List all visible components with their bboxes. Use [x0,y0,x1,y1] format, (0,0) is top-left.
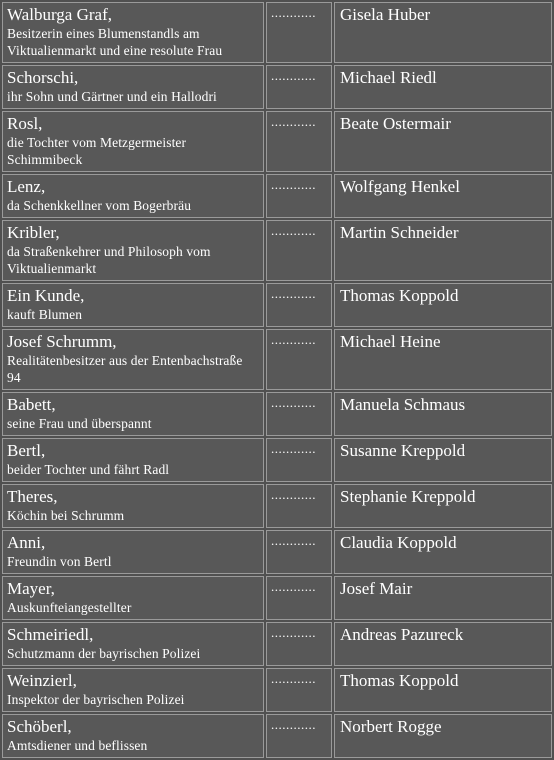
role-description: seine Frau und überspannt [7,416,152,431]
actor-name: Beate Ostermair [334,111,552,172]
role-name: Bertl, [7,441,46,460]
role-name: Schöberl, [7,717,72,736]
role-cell [2,438,264,482]
dotted-leader: ............ [266,530,332,574]
role-description: Köchin bei Schrumm [7,508,125,523]
cast-row [2,329,552,390]
cast-row [2,2,552,63]
role-cell [2,576,264,620]
cast-row [2,111,552,172]
cast-row [2,484,552,528]
role-description: die Tochter vom Metzgermeister Schimmibeck [7,135,187,167]
role-description: Realitätenbesitzer aus der Entenbachstraße 94 [7,353,243,385]
dotted-leader: ............ [266,392,332,436]
dotted-leader: ............ [266,220,332,281]
role-description: Schutzmann der bayrischen Polizei [7,646,201,661]
role-cell [2,283,264,327]
dotted-leader: ............ [266,668,332,712]
role-name: Lenz, [7,177,46,196]
role-cell [2,392,264,436]
actor-name: Thomas Koppold [334,283,552,327]
actor-name: Michael Heine [334,329,552,390]
actor-name: Stephanie Kreppold [334,484,552,528]
role-cell [2,220,264,281]
cast-row [2,530,552,574]
cast-row [2,714,552,758]
actor-name: Martin Schneider [334,220,552,281]
role-cell [2,530,264,574]
role-description: Freundin von Bertl [7,554,112,569]
cast-row [2,283,552,327]
role-name: Weinzierl, [7,671,77,690]
cast-row [2,65,552,109]
role-cell [2,622,264,666]
role-cell [2,714,264,758]
role-description: Besitzerin eines Blumenstandls am Viktualienmarkt und eine resolute Frau [7,26,223,58]
cast-row [2,220,552,281]
role-cell [2,668,264,712]
actor-name: Manuela Schmaus [334,392,552,436]
dotted-leader: ............ [266,484,332,528]
role-name: Ein Kunde, [7,286,85,305]
cast-row [2,668,552,712]
role-description: kauft Blumen [7,307,83,322]
role-name: Josef Schrumm, [7,332,117,351]
role-description: Inspektor der bayrischen Polizei [7,692,185,707]
cast-row [2,174,552,218]
actor-name: Thomas Koppold [334,668,552,712]
cast-row [2,576,552,620]
role-cell [2,111,264,172]
role-name: Babett, [7,395,56,414]
dotted-leader: ............ [266,65,332,109]
role-cell [2,174,264,218]
actor-name: Andreas Pazureck [334,622,552,666]
role-name: Theres, [7,487,58,506]
role-name: Schmeiriedl, [7,625,94,644]
actor-name: Norbert Rogge [334,714,552,758]
dotted-leader: ............ [266,576,332,620]
role-description: ihr Sohn und Gärtner und ein Hallodri [7,89,217,104]
actor-name: Josef Mair [334,576,552,620]
role-name: Mayer, [7,579,55,598]
role-description: Auskunfteiangestellter [7,600,132,615]
actor-name: Michael Riedl [334,65,552,109]
actor-name: Claudia Koppold [334,530,552,574]
dotted-leader: ............ [266,438,332,482]
role-name: Anni, [7,533,46,552]
role-name: Rosl, [7,114,43,133]
cast-row [2,622,552,666]
role-name: Walburga Graf, [7,5,112,24]
role-cell [2,484,264,528]
cast-table-body [2,2,552,758]
role-name: Kribler, [7,223,60,242]
dotted-leader: ............ [266,2,332,63]
dotted-leader: ............ [266,622,332,666]
cast-row [2,392,552,436]
dotted-leader: ............ [266,174,332,218]
role-cell [2,329,264,390]
role-description: da Straßenkehrer und Philosoph vom Viktualienmarkt [7,244,211,276]
actor-name: Wolfgang Henkel [334,174,552,218]
cast-row [2,438,552,482]
dotted-leader: ............ [266,714,332,758]
role-description: Amtsdiener und beflissen [7,738,148,753]
role-description: beider Tochter und fährt Radl [7,462,170,477]
dotted-leader: ............ [266,283,332,327]
role-cell [2,65,264,109]
role-cell [2,2,264,63]
actor-name: Gisela Huber [334,2,552,63]
actor-name: Susanne Kreppold [334,438,552,482]
role-description: da Schenkkellner vom Bogerbräu [7,198,192,213]
dotted-leader: ............ [266,329,332,390]
dotted-leader: ............ [266,111,332,172]
role-name: Schorschi, [7,68,79,87]
